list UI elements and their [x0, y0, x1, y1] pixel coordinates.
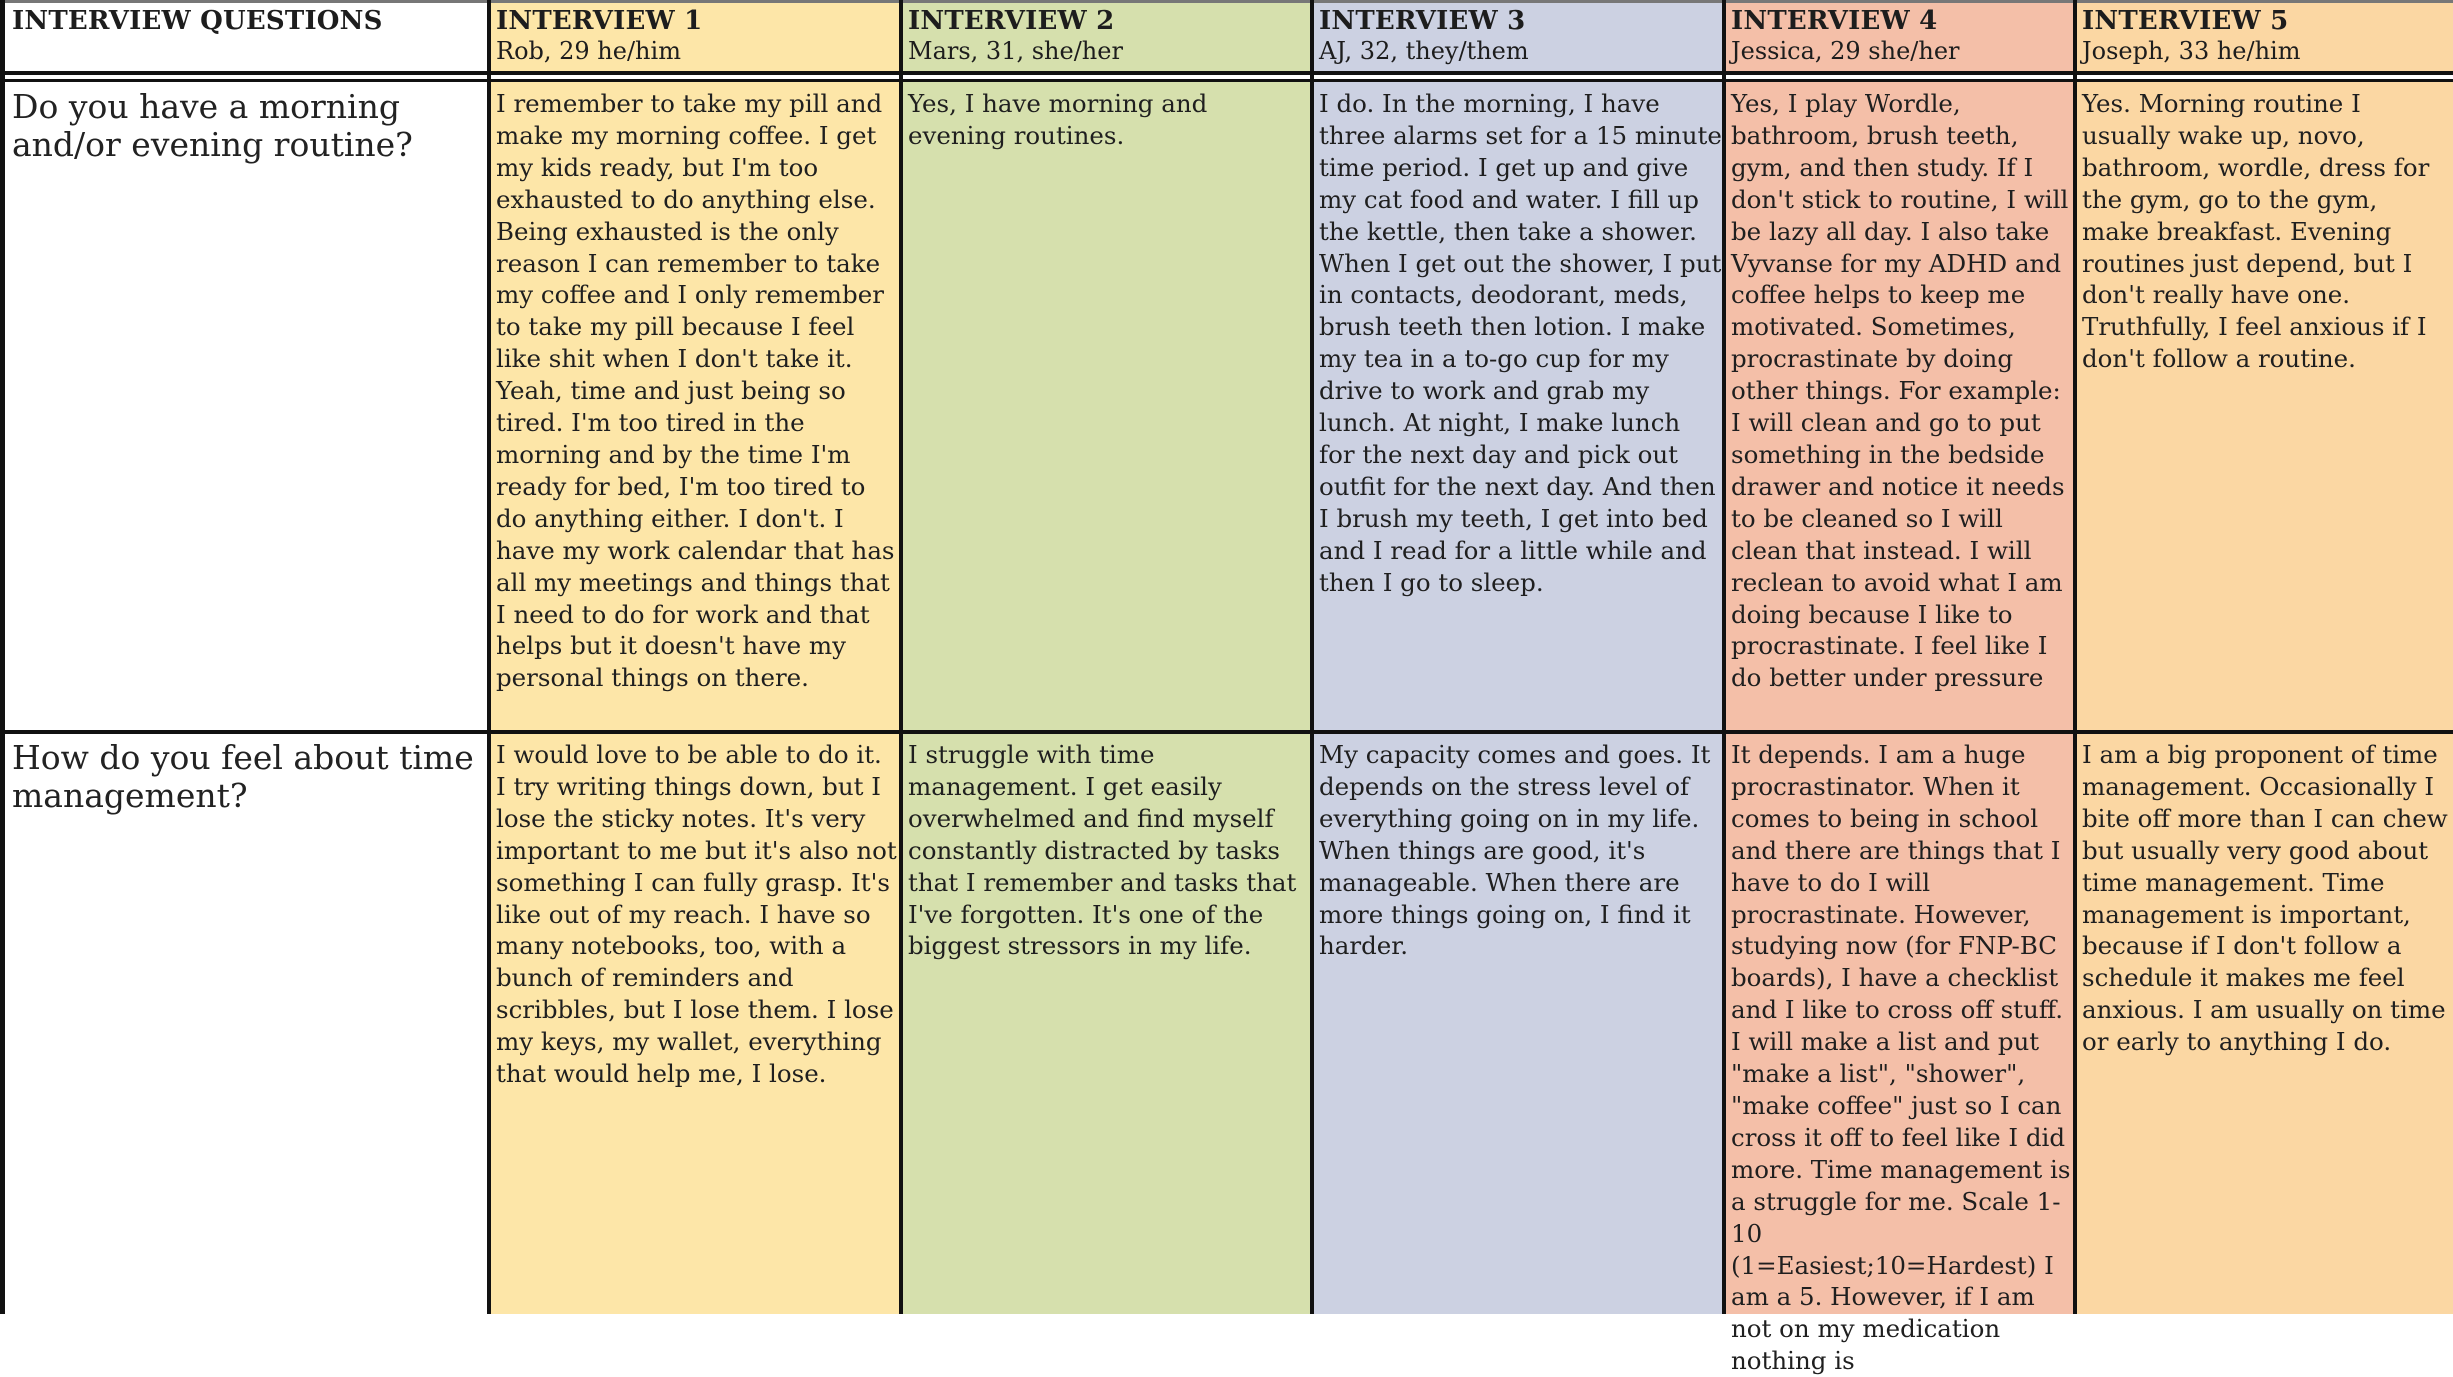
answer-cell-r2-i1[interactable]	[496, 739, 898, 1314]
answer-text: Yes, I have morning and evening routines.	[908, 89, 1208, 150]
answer-text: I struggle with time management. I get easily overwhelmed and find myself constantly distracted by tasks that I remember and tasks that I've forgotten. It's one of the biggest stressors in my life.	[908, 740, 1297, 961]
answer-cell-r1-i4[interactable]	[1731, 88, 2073, 728]
header-cell-interview-1[interactable]	[496, 6, 896, 70]
grid-line-header-bottom-2	[0, 79, 2453, 82]
answer-cell-r2-i2[interactable]	[908, 739, 1309, 1314]
interview-4-participant: Jessica, 29 she/her	[1731, 37, 1960, 65]
header-cell-interview-4[interactable]	[1731, 6, 2071, 70]
question-text-2: How do you feel about time management?	[12, 738, 474, 815]
interview-2-participant: Mars, 31, she/her	[908, 37, 1123, 65]
grid-line-col-3	[1310, 0, 1314, 1314]
answer-text: I would love to be able to do it. I try writing things down, but I lose the sticky notes. It's very important to me but it's also not something I can fully grasp. It's like out of my reach. I have so many notebooks, too, with a bunch of reminders and scribbles, but I lose them. I lose my keys, my wallet, everything that would help me, I lose.	[496, 740, 897, 1089]
answer-cell-r2-i5[interactable]	[2082, 739, 2452, 1314]
header-cell-interview-2[interactable]	[908, 6, 1308, 70]
answer-text: Yes, I play Wordle, bathroom, brush teeth, gym, and then study. If I don't stick to routine, I will be lazy all day. I also take Vyvanse for my ADHD and coffee helps to keep me motivated. Sometimes, procrastinate by doing other things. For example: I will clean and go to put something in the bedside drawer and notice it needs to be cleaned so I will clean that instead. I will reclean to avoid what I am doing because I like to procrastinate. I feel like I do better under pressure	[1731, 89, 2069, 693]
question-cell-1[interactable]	[12, 88, 482, 728]
grid-line-col-1	[487, 0, 491, 1314]
answer-cell-r1-i3[interactable]	[1319, 88, 1722, 728]
grid-line-col-4	[1722, 0, 1726, 1314]
header-cell-questions[interactable]	[12, 6, 482, 70]
interview-2-title: INTERVIEW 2	[908, 6, 1115, 36]
answer-text: I remember to take my pill and make my morning coffee. I get my kids ready, but I'm too exhausted to do anything else. Being exhausted is the only reason I can remember to take my coffee and I only remember to take my pill because I feel like shit when I don't take it. Yeah, time and just being so tired. I'm too tired in the morning and by the time I'm ready for bed, I'm too tired to do anything either. I don't. I have my work calendar that has all my meetings and things that I need to do for work and that helps but it doesn't have my personal things on there.	[496, 89, 895, 693]
header-cell-interview-3[interactable]	[1319, 6, 1719, 70]
interview-5-participant: Joseph, 33 he/him	[2082, 37, 2301, 65]
answer-text: I am a big proponent of time management. Occasionally I bite off more than I can chew but usually very good about time management. Time management is important, because if I don't follow a schedule it makes me feel anxious. I am usually on time or early to anything I do.	[2082, 740, 2448, 1057]
answer-text: It depends. I am a huge procrastinator. When it comes to being in school and there are things that I have to do I will procrastinate. However, studying now (for FNP-BC boards), I have a checklist and I like to cross off stuff. I will make a list and put "make a list", "shower", "make coffee" just so I can cross it off to feel like I did more. Time management is a struggle for me. Scale 1-10 (1=Easiest;10=Hardest) I am a 5. However, if I am not on my medication nothing is	[1731, 740, 2071, 1376]
interview-3-participant: AJ, 32, they/them	[1319, 37, 1529, 65]
answer-text: My capacity comes and goes. It depends on the stress level of everything going on in my life. When things are good, it's manageable. When there are more things going on, I find it harder.	[1319, 740, 1711, 961]
interview-1-participant: Rob, 29 he/him	[496, 37, 681, 65]
grid-line-top	[0, 0, 2453, 3]
answer-text: I do. In the morning, I have three alarms set for a 15 minute time period. I get up and give my cat food and water. I fill up the kettle, then take a shower. When I get out the shower, I put in contacts, deodorant, meds, brush teeth then lotion. I make my tea in a to-go cup for my drive to work and grab my lunch. At night, I make lunch for the next day and pick out outfit for the next day. And then I brush my teeth, I get into bed and I read for a little while and then I go to sleep.	[1319, 89, 1722, 597]
answer-cell-r1-i2[interactable]	[908, 88, 1309, 728]
question-text-1: Do you have a morning and/or evening routine?	[12, 87, 413, 164]
grid-line-left	[0, 0, 5, 1314]
answer-text: Yes. Morning routine I usually wake up, novo, bathroom, wordle, dress for the gym, go to the gym, make breakfast. Evening routines just depend, but I don't really have one. Truthfully, I feel anxious if I don't follow a routine.	[2082, 89, 2430, 374]
header-cell-interview-5[interactable]	[2082, 6, 2450, 70]
grid-line-col-2	[899, 0, 903, 1314]
answer-cell-r2-i3[interactable]	[1319, 739, 1722, 1314]
answer-cell-r2-i4[interactable]	[1731, 739, 2073, 1376]
interview-4-title: INTERVIEW 4	[1731, 6, 1938, 36]
answer-cell-r1-i1[interactable]	[496, 88, 898, 728]
answer-cell-r1-i5[interactable]	[2082, 88, 2452, 728]
grid-line-row-1-bottom	[0, 730, 2453, 734]
interview-5-title: INTERVIEW 5	[2082, 6, 2289, 36]
interview-3-title: INTERVIEW 3	[1319, 6, 1526, 36]
interview-1-title: INTERVIEW 1	[496, 6, 703, 36]
grid-line-col-5	[2073, 0, 2077, 1314]
question-cell-2[interactable]	[12, 739, 482, 1314]
header-questions-title: INTERVIEW QUESTIONS	[12, 6, 383, 36]
